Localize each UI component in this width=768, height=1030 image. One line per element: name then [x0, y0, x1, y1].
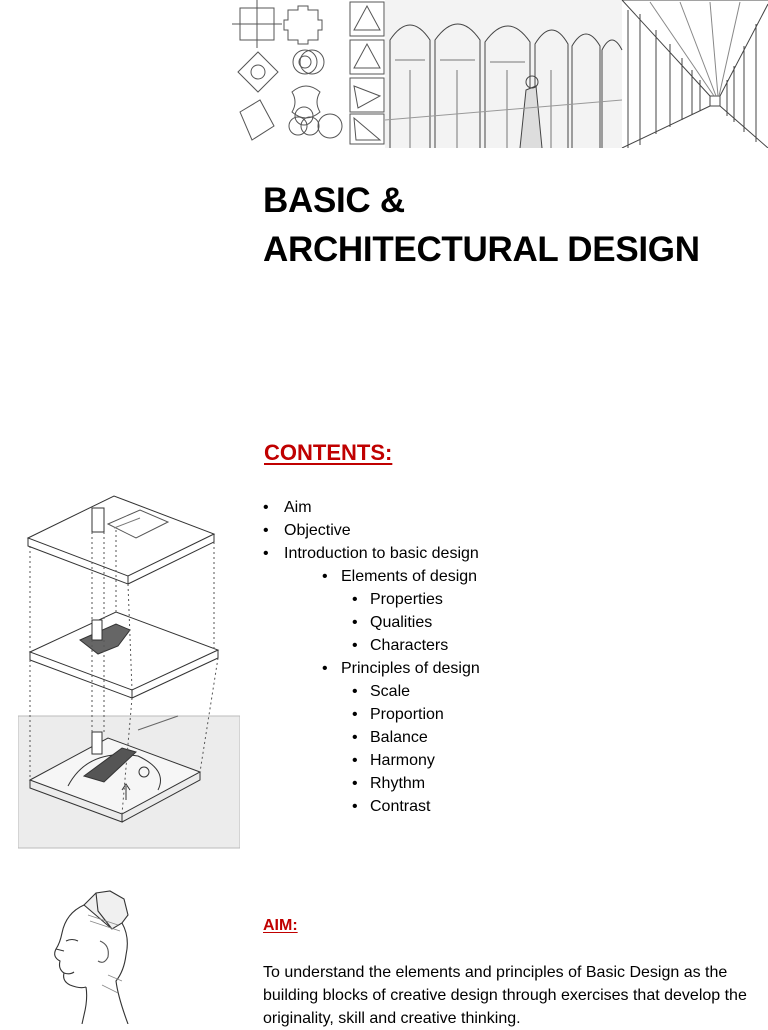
contents-heading: CONTENTS:	[264, 440, 393, 465]
list-item: • Balance	[264, 726, 724, 749]
list-item: • Qualities	[264, 611, 724, 634]
list-item: • Contrast	[264, 795, 724, 818]
title-line-2: ARCHITECTURAL DESIGN	[263, 230, 700, 269]
list-item: • Rhythm	[264, 772, 724, 795]
header-sketch-banner	[230, 0, 768, 148]
list-item: • Introduction to basic design	[264, 542, 724, 565]
contents-list	[264, 496, 724, 818]
list-item: • Characters	[264, 634, 724, 657]
head-sketch	[38, 885, 148, 1024]
list-item: • Scale	[264, 680, 724, 703]
list-item: • Properties	[264, 588, 724, 611]
list-item: • Aim	[264, 496, 724, 519]
page-title	[263, 176, 743, 274]
title-line-1: BASIC &	[263, 181, 405, 220]
list-item: • Proportion	[264, 703, 724, 726]
isometric-drawing	[18, 480, 240, 852]
list-item: • Harmony	[264, 749, 724, 772]
list-item: • Principles of design	[264, 657, 724, 680]
aim-paragraph: To understand the elements and principles of Basic Design as the building blocks of creative design through exercises that develop the originality, skill and creative thinking.	[263, 964, 747, 1027]
list-item: • Elements of design	[264, 565, 724, 588]
aim-heading: AIM:	[263, 917, 298, 934]
list-item: • Objective	[264, 519, 724, 542]
